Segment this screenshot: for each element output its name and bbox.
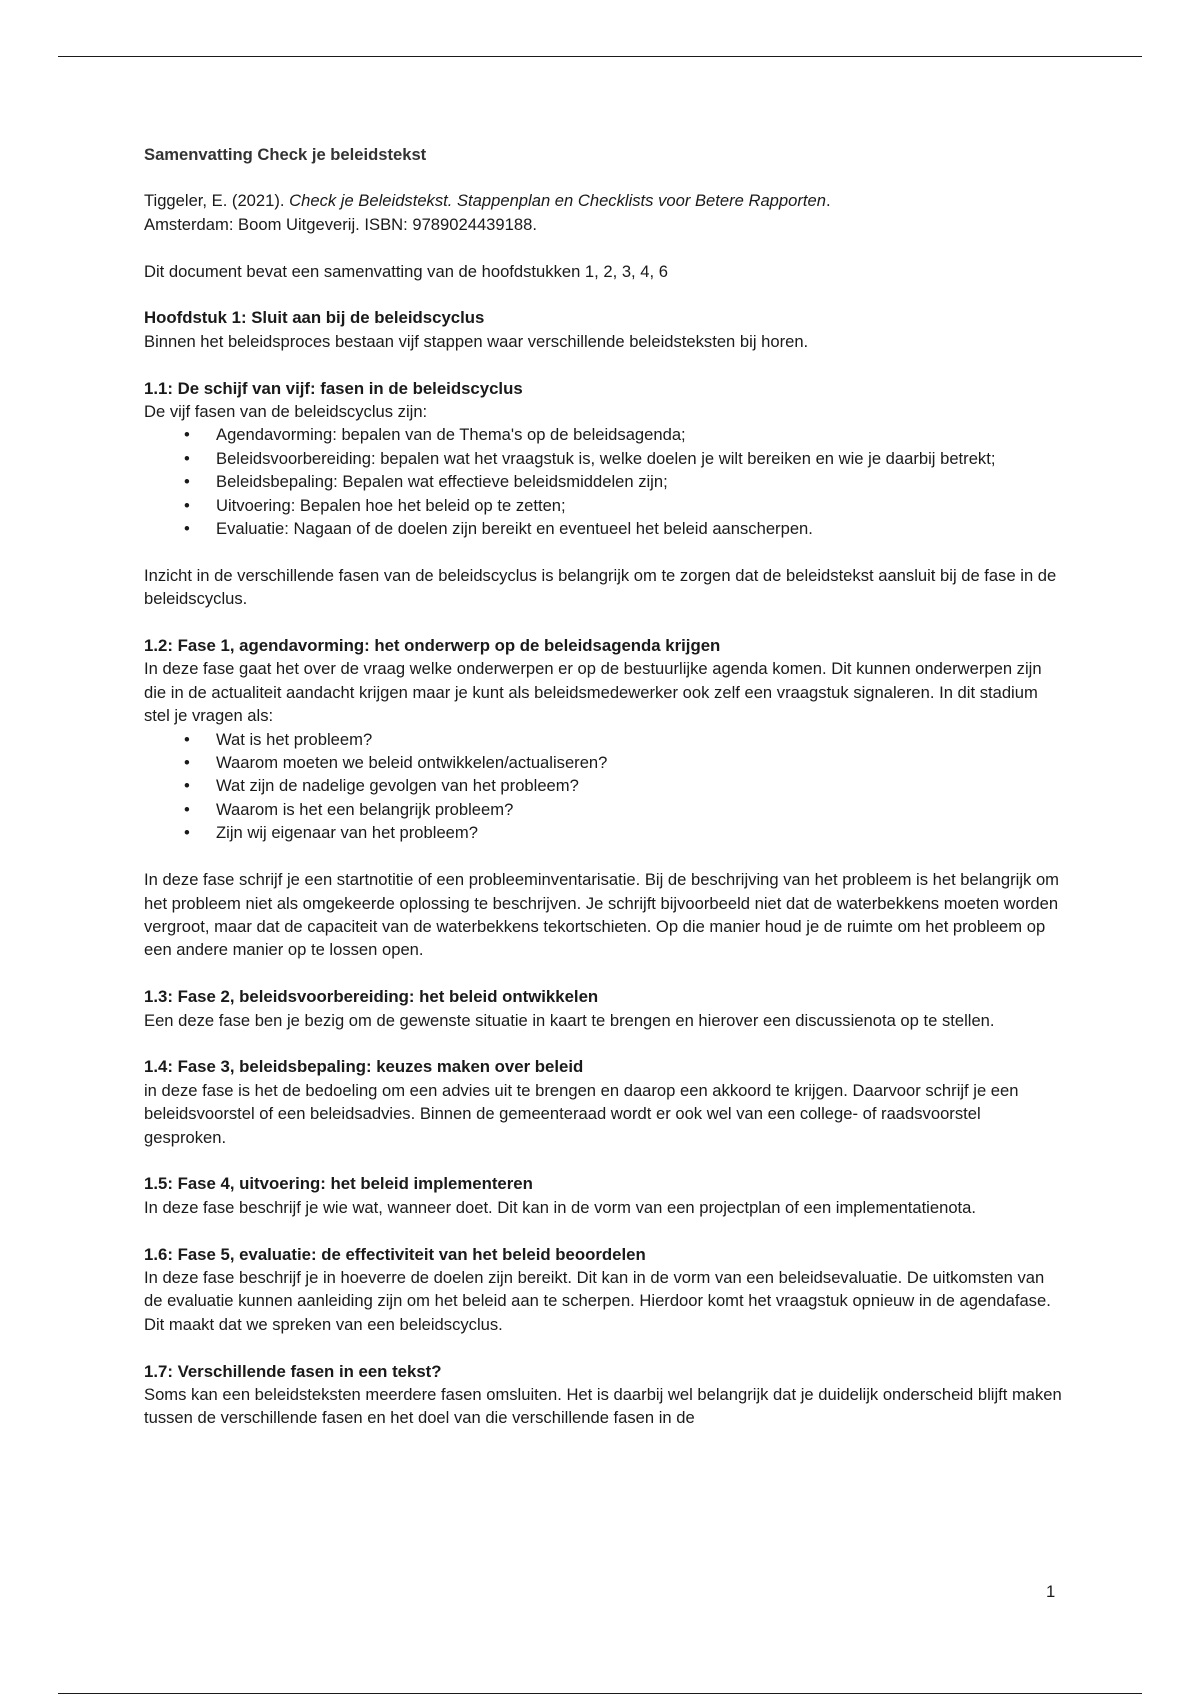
section-1-4-text: in deze fase is het de bedoeling om een advies uit te brengen en daarop een akkoord te krijgen. Daarvoor schrijf je een beleidsvoorstel of een beleidsadvies. Binnen de gemeenteraad wordt er ook wel van een college- of raadsvoorstel gesproken.	[144, 1080, 1019, 1147]
citation-publisher: Amsterdam: Boom Uitgeverij. ISBN: 9789024439188.	[144, 214, 537, 234]
list-item: • Waarom moeten we beleid ontwikkelen/actualiseren?	[144, 751, 1064, 774]
chapter-1-heading: Hoofdstuk 1: Sluit aan bij de beleidscyclus	[144, 308, 485, 328]
list-item: • Zijn wij eigenaar van het probleem?	[144, 821, 1064, 844]
section-1-4-heading: 1.4: Fase 3, beleidsbepaling: keuzes maken over beleid	[144, 1057, 584, 1077]
section-1-5-heading: 1.5: Fase 4, uitvoering: het beleid implementeren	[144, 1174, 533, 1194]
list-item: • Beleidsbepaling: Bepalen wat effectieve beleidsmiddelen zijn;	[144, 470, 1064, 493]
citation-book-title: Check je Beleidstekst. Stappenplan en Checklists voor Betere Rapporten	[289, 191, 826, 211]
section-1-2-lead: In deze fase gaat het over de vraag welke onderwerpen er op de bestuurlijke agenda komen. Dit kunnen onderwerpen zijn die in de actualiteit aandacht krijgen maar je kunt als beleidsmedewerker ook zelf een vraagstuk signaleren. In dit stadium stel je vragen als:	[144, 659, 1042, 726]
document-title: Samenvatting Check je beleidstekst	[144, 145, 427, 164]
top-rule	[58, 56, 1142, 57]
intro-text: Dit document bevat een samenvatting van de hoofdstukken 1, 2, 3, 4, 6	[144, 261, 668, 281]
list-item: • Wat is het probleem?	[144, 728, 1064, 751]
bottom-rule	[58, 1693, 1142, 1694]
chapter-1-text: Binnen het beleidsproces bestaan vijf stappen waar verschillende beleidsteksten bij horen.	[144, 331, 809, 351]
list-item: • Waarom is het een belangrijk probleem?	[144, 798, 1064, 821]
section-1-1-lead: De vijf fasen van de beleidscyclus zijn:	[144, 402, 428, 422]
page-number: 1	[1046, 1582, 1056, 1601]
section-1-2-after: In deze fase schrijf je een startnotitie of een probleeminventarisatie. Bij de beschrijving van het probleem is het belangrijk om het probleem niet als omgekeerde oplossing te beschrijven. Je schrijft bijvoorbeeld niet dat de waterbekkens moeten worden vergroot, maar dat de capaciteit van de waterbekkens tekortschieten. Op die manier houd je de ruimte om het probleem op een andere manier op te lossen open.	[144, 870, 1059, 960]
list-item: • Evaluatie: Nagaan of de doelen zijn bereikt en eventueel het beleid aanscherpen.	[144, 517, 1064, 540]
section-1-1-heading: 1.1: De schijf van vijf: fasen in de beleidscyclus	[144, 378, 523, 398]
citation-authors: Tiggeler, E. (2021).	[144, 191, 290, 211]
citation	[144, 189, 1064, 236]
section-1-3-heading: 1.3: Fase 2, beleidsvoorbereiding: het beleid ontwikkelen	[144, 987, 599, 1007]
section-1-7-heading: 1.7: Verschillende fasen in een tekst?	[144, 1361, 442, 1381]
list-item: • Agendavorming: bepalen van de Thema's op de beleidsagenda;	[144, 423, 1064, 446]
section-1-6-heading: 1.6: Fase 5, evaluatie: de effectiviteit van het beleid beoordelen	[144, 1244, 646, 1264]
list-item: • Beleidsvoorbereiding: bepalen wat het vraagstuk is, welke doelen je wilt bereiken en wie je daarbij betrekt;	[144, 447, 1064, 470]
section-1-1-list	[144, 423, 1064, 540]
section-1-5-text: In deze fase beschrijf je wie wat, wanneer doet. Dit kan in de vorm van een projectplan of een implementatienota.	[144, 1197, 977, 1217]
list-item: • Wat zijn de nadelige gevolgen van het probleem?	[144, 774, 1064, 797]
section-1-3-text: Een deze fase ben je bezig om de gewenste situatie in kaart te brengen en hierover een discussienota op te stellen.	[144, 1010, 995, 1030]
section-1-7-text: Soms kan een beleidsteksten meerdere fasen omsluiten. Het is daarbij wel belangrijk dat je duidelijk onderscheid blijft maken tussen de verschillende fasen en het doel van die verschillende fasen in de	[144, 1384, 1062, 1428]
section-1-2-list	[144, 728, 1064, 845]
list-item: • Uitvoering: Bepalen hoe het beleid op te zetten;	[144, 494, 1064, 517]
page-body	[144, 143, 1064, 1430]
citation-period: .	[825, 191, 831, 211]
section-1-6-text: In deze fase beschrijf je in hoeverre de doelen zijn bereikt. Dit kan in de vorm van een beleidsevaluatie. De uitkomsten van de evaluatie kunnen aanleiding zijn om het beleid aan te scherpen. Hierdoor komt het vraagstuk opnieuw in de agendafase. Dit maakt dat we spreken van een beleidscyclus.	[144, 1267, 1051, 1334]
section-1-1-after: Inzicht in de verschillende fasen van de beleidscyclus is belangrijk om te zorgen dat de beleidstekst aansluit bij de fase in de beleidscyclus.	[144, 565, 1057, 609]
section-1-2-heading: 1.2: Fase 1, agendavorming: het onderwerp op de beleidsagenda krijgen	[144, 636, 721, 656]
